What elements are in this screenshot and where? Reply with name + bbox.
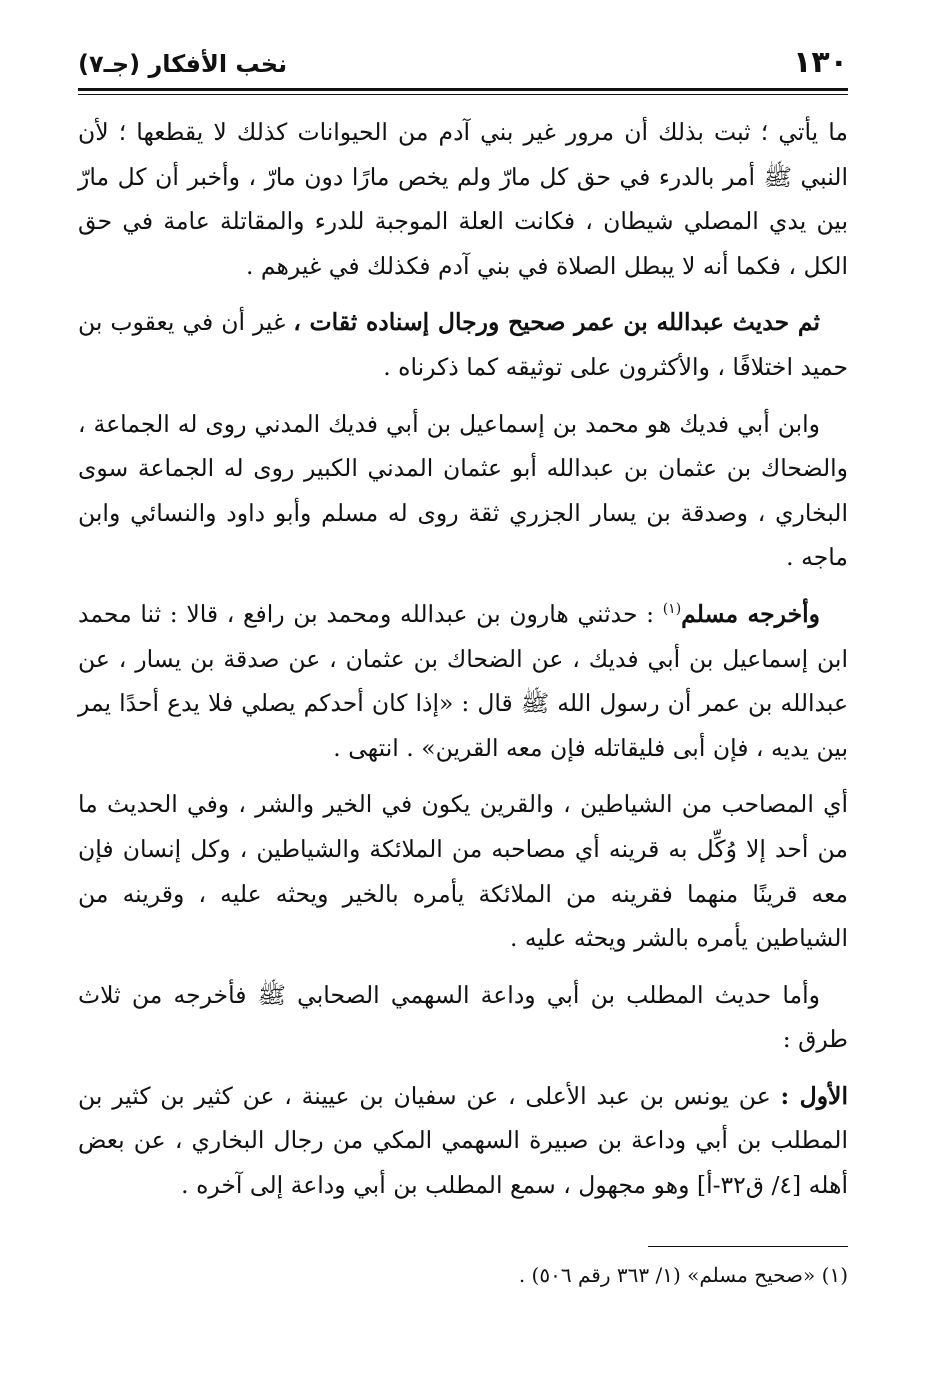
footnote-reference[interactable]: (١) bbox=[662, 601, 682, 618]
paragraph-7-heading: الأول : bbox=[780, 1081, 848, 1110]
header-rule-thin bbox=[78, 94, 848, 95]
page-number: ١٣٠ bbox=[793, 45, 848, 80]
footnote-separator bbox=[648, 1246, 848, 1247]
paragraph-2-heading: ثم حديث عبدالله بن عمر صحيح ورجال إسناده ثقات ، bbox=[293, 308, 820, 337]
paragraph-5: أي المصاحب من الشياطين ، والقرين يكون في الخير والشر ، وفي الحديث ما من أحد إلا وُكِّل به قرينه أي مصاحبه من الملائكة والشياطين ، وكل إنسان فإن معه قرينًا منهما فقرينه من الملائكة يأمره بالخير ويحثه عليه ، وقرينه من الشياطين يأمره بالشر ويحثه عليه . bbox=[78, 790, 848, 953]
paragraph-2 bbox=[78, 300, 848, 389]
footnote: (١) «صحيح مسلم» (١/ ٣٦٣ رقم ٥٠٦) . bbox=[518, 1263, 848, 1287]
paragraph-4 bbox=[78, 592, 848, 770]
main-text bbox=[78, 110, 848, 1208]
running-title: نخب الأفكار (جـ٧) bbox=[78, 50, 288, 78]
paragraph-4-heading: وأخرجه مسلم bbox=[681, 599, 820, 628]
paragraph-2-text: غير أن في يعقوب بن حميد اختلافًا ، والأكثرون على توثيقه كما ذكرناه . bbox=[78, 308, 848, 381]
paragraph-4-text: : حدثني هارون بن عبدالله ومحمد بن رافع ، قالا : ثنا محمد ابن إسماعيل بن أبي فديك ، عن الضحاك بن عثمان ، عن صدقة بن يسار ، عن عبدالله بن عمر أن رسول الله ﷺ قال : «إذا كان أحدكم يصلي فلا يدع أحدًا يمر بين يديه ، فإن أبى فليقاتله فإن معه القرين» . انتهى . bbox=[78, 599, 848, 762]
paragraph-7-text: عن يونس بن عبد الأعلى ، عن سفيان بن عيينة ، عن كثير بن كثير بن المطلب بن أبي وداعة بن صبيرة السهمي المكي من رجال البخاري ، عن بعض أهله [٤/ ق٣٢-أ] وهو مجهول ، سمع المطلب بن أبي وداعة إلى آخره . bbox=[78, 1081, 848, 1200]
paragraph-6: وأما حديث المطلب بن أبي وداعة السهمي الصحابي ﷺ فأخرجه من ثلاث طرق : bbox=[78, 980, 848, 1054]
page-header bbox=[78, 44, 848, 84]
paragraph-1: ما يأتي ؛ ثبت بذلك أن مرور غير بني آدم من الحيوانات كذلك لا يقطعها ؛ لأن النبي ﷺ أمر بالدرء في حق كل مارّ ولم يخص مارًا دون مارّ ، وأخبر أن كل مارّ بين يدي المصلي شيطان ، فكانت العلة الموجبة للدرء والمقاتلة عامة في حق الكل ، فكما أنه لا يبطل الصلاة في بني آدم فكذلك في غيرهم . bbox=[78, 118, 848, 280]
paragraph-7 bbox=[78, 1074, 848, 1208]
header-rule-thick bbox=[78, 88, 848, 91]
paragraph-3: وابن أبي فديك هو محمد بن إسماعيل بن أبي فديك المدني روى له الجماعة ، والضحاك بن عثمان بن عبدالله أبو عثمان المدني الكبير روى له الجماعة سوى البخاري ، وصدقة بن يسار الجزري ثقة روى له مسلم وأبو داود والنسائي وابن ماجه . bbox=[78, 409, 848, 572]
